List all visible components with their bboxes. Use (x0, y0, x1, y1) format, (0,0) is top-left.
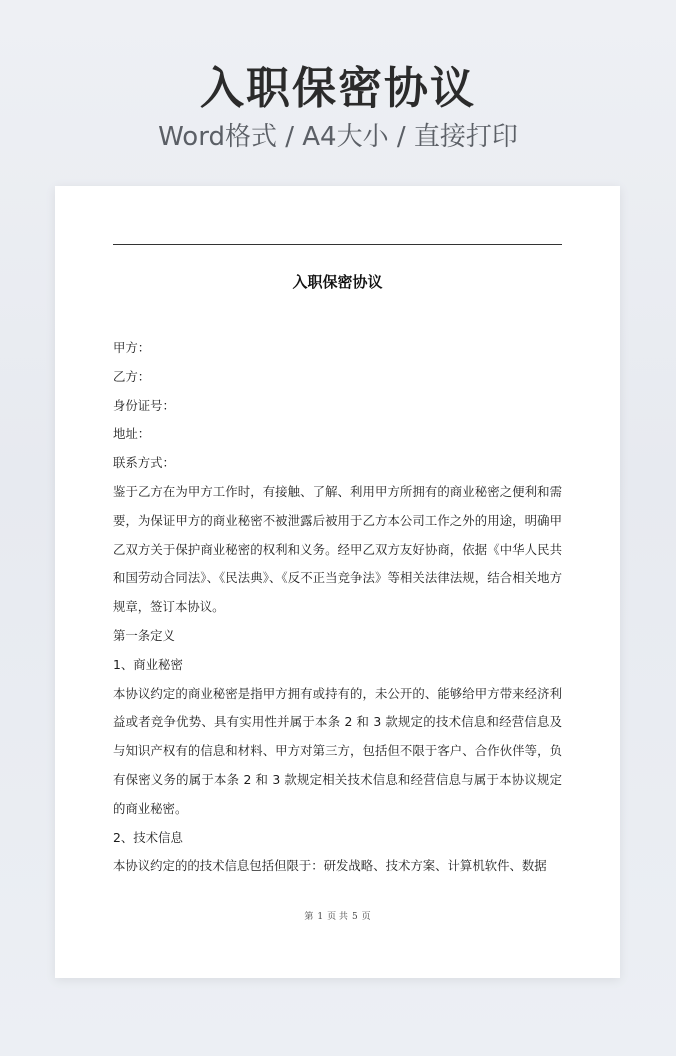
article-heading: 第一条定义 (113, 627, 175, 643)
header-rule (113, 244, 562, 245)
field-address: 地址： (113, 426, 151, 442)
item-heading: 2、技术信息 (113, 829, 183, 845)
item-paragraph: 本协议约定的的技术信息包括但限于：研发战略、技术方案、计算机软件、数据 (113, 858, 547, 874)
page-label-suffix: 页 (361, 912, 371, 922)
field-id-number: 身份证号： (113, 397, 175, 413)
page-current: 1 (317, 912, 324, 922)
banner-subtitle: Word格式 / A4大小 / 直接打印 (158, 122, 518, 152)
banner (0, 62, 676, 154)
page-label-mid: 页 共 (327, 912, 348, 922)
field-contact: 联系方式： (113, 455, 175, 471)
banner-title: 入职保密协议 (200, 63, 476, 114)
field-party-a: 甲方： (113, 340, 151, 355)
field-party-b: 乙方： (113, 368, 151, 384)
item-heading: 1、商业秘密 (113, 656, 183, 672)
document-title: 入职保密协议 (292, 273, 383, 291)
page-footer (113, 910, 562, 924)
preamble-paragraph: 鉴于乙方在为甲方工作时，有接触、了解、利用甲方所拥有的商业秘密之便利和需要，为保证甲方的商业秘密不被泄露后被用于乙方本公司工作之外的用途，明确甲乙双方关于保护商业秘密的权利和义务。经甲乙双方友好协商，依据《中华人民共和国劳动合同法》、《民法典》、《反不正当竞争法》等相关法律法规，结合相关地方规章，签订本协议。 (113, 483, 562, 615)
document-page (55, 186, 620, 978)
page-total: 5 (351, 912, 358, 922)
item-paragraph: 本协议约定的商业秘密是指甲方拥有或持有的，未公开的、能够给甲方带来经济利益或者竞争优势、具有实用性并属于本条 2 和 3 款规定的技术信息和经营信息及与知识产权有的信息和材料、甲方对第三方，包括但不限于客户、合作伙伴等，负有保密义务的属于本条 2 和 3 款规定相关技术信息和经营信息与属于本协议规定的商业秘密。 (113, 685, 562, 816)
page-label-prefix: 第 (304, 912, 314, 922)
document-body (113, 334, 562, 881)
